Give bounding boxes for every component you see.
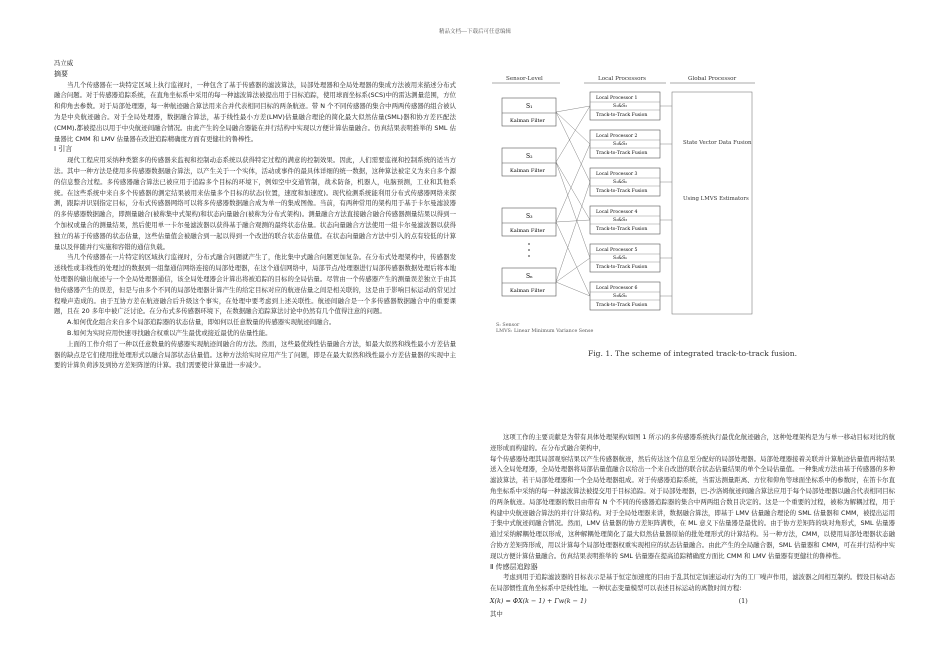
section-2-after-text: 其中 <box>490 609 503 618</box>
local-processor-fusion: Track-to-Track Fusion <box>596 113 648 118</box>
sensor-to-local-link <box>556 106 590 162</box>
sensor-to-local-link <box>556 112 590 182</box>
sensor-id: S₁ <box>526 103 533 110</box>
left-column <box>54 58 456 371</box>
local-processor-fusion: Track-to-Track Fusion <box>596 151 648 156</box>
local-processor-pair: S₂&S₃ <box>613 218 628 223</box>
equation-1-body: X(k) = ΦX(k − 1) + Γw(k − 1) <box>490 596 587 605</box>
sensor-filter-label: Kalman Filter <box>510 118 545 124</box>
sensor-to-local-link <box>556 222 590 296</box>
local-processor-fusion: Track-to-Track Fusion <box>596 227 648 232</box>
right-paragraph-1: 这项工作的主要贡献是为带有具体处理架构(如图 1 所示)的多传感器系统执行最优化航迹融合，这种处理架构是为与单一移动目标对比的航迹形成而构建的。在分布式融合架构中， <box>490 433 895 452</box>
local-processor-title: Local Processor 3 <box>596 172 638 177</box>
sensor-filter-label: Kalman Filter <box>510 168 545 174</box>
section-2-heading: Ⅱ 传感层追踪器 <box>490 562 538 571</box>
sensor-filter-label: Kalman Filter <box>510 228 545 234</box>
local-processor-title: Local Processor 4 <box>596 210 638 215</box>
figure-legend-lmvs: LMVS: Linear Minimum Variance Sense <box>496 329 594 334</box>
sensor-to-local-link <box>556 162 590 220</box>
figure-local-processors-label: Local Processors <box>598 76 647 82</box>
sensor-filter-label: Kalman Filter <box>510 288 545 294</box>
section-1-paragraph-1: 现代工程应用采纳种类繁多的传感器来监视和控制动态系统以获得特定过程的满意的控制效果。因此，人们需要监视和控制系统的适当方法。其中一种方法是使用多传感器数据融合算法，以产生关于一个实体，活动或事件的最具体详细的统一数据，这种算法被定义为来自多个源的信息整合过程。多传感器融合算法已被应用于追踪多个目标的环境下，例如空中交通管制，战术防备，机器人，电脑预测，工业和其他系统。在这些系统中来自多个传感器的测定结果被用来估量多个目标的状态(位置，速度和加速度)。现代检测系统能利用分布式传感器网络来探测，跟踪并识别指定目标，分布式传感器网络可以将多传感器数据融合成为单一的集成图像。当前，有两种常用的架构用于基于卡尔曼滤波器的多传感器数据融合，即测量融合(被称集中式架构)和状态向量融合(被称为分布式架构)。测量融合方法直接融合融合传感器测量结果以得到一个加权或量合的测量结果，然后使用单一卡尔曼滤波器以获得基于融合观测的最终状态估量。状态向量融合方法使用一组卡尔曼滤波器以获得独立的基于传感器的状态估量，这些估量值会被融合到一起以得到一个改进的联合状态估量值。在状态向量融合方法中引入的点有较低的计算量以及伴随并行实施和容错的通信负载。 <box>54 156 456 251</box>
sensor-to-local-link <box>556 182 590 282</box>
abstract-heading: 摘要 <box>54 69 68 78</box>
local-processor-pair: S₁&Sₙ <box>613 180 628 185</box>
sensor-to-local-link <box>556 112 590 144</box>
section-2-paragraph-1: 考虑到用于追踪滤波器的目标表示是基于恒定加速度的目由于乱其恒定加速运动行为的工厂噪声作用，滤波器之间相互制约。假设目标动态在局部惯性直角坐标系中是线性地。一种状态变量模型可以表述目标运动的离散时间方程: <box>490 573 895 593</box>
figure-legend-sensor: S: Sensor <box>496 323 520 328</box>
equation-1-number: (1) <box>738 596 748 605</box>
local-processor-pair: S₂&Sₙ <box>613 256 628 261</box>
local-processor-fusion: Track-to-Track Fusion <box>596 303 648 308</box>
figure-1-caption: Fig. 1. The scheme of integrated track-to-track fusion. <box>587 349 798 358</box>
figure-global-processor-label: Global Processor <box>688 76 737 82</box>
local-processor-title: Local Processor 5 <box>596 248 638 253</box>
equation-1 <box>490 596 895 607</box>
local-processor-fusion: Track-to-Track Fusion <box>596 265 648 270</box>
section-1-list-item-b: B.如何为实时应用快速寻找融合权重以产生最优或接近最优的估量性能。 <box>67 328 272 337</box>
sensor-to-local-link <box>556 258 590 282</box>
abstract-text: 当几个传感器在一块特定区域上执行监视时，一种包含了基于传感器的滤波算法，局部处理器和全局处理器的集成方法被用来描述分布式融合问题。对于传感器追踪系统，在直角坐标系中采用的每一种滤波算法被提出用于目标追踪，使用球面坐标系(SCS)中的雷达测量范围，方位和仰角去参数。对于局部处理器，每一种航迹融合算法用来合并代表相同目标的两条航迹。带 N 个不同传感器的集合中两两传感器的组合被认为是中央航迹融合。对于全局处理器，数据融合算法，基于线性最小方差(LMV)估量融合理论的简化最大似然估量(SML)器和协方差匹配法(CMM),都被提出以用于中央航迹间融合情况。由此产生的全局融合器能在并行结构中实现以方便计算估量融合。仿真结果表明推举的 SML 估量器比 CMM 和 LMV 估量器在改进追踪精确度方面有更健壮的鲁棒性。 <box>54 80 456 143</box>
sensor-id: Sₙ <box>526 273 533 280</box>
local-processor-pair: S₁&S₂ <box>613 104 628 109</box>
local-processor-pair: S₃&Sₙ <box>613 294 628 299</box>
local-processor-title: Local Processor 1 <box>596 96 638 101</box>
section-1-list-item-a: A.如何优化组合来自多个局部追踪器的状态估量，即如何以任意数量的传感器实现航迹间融合。 <box>67 318 336 327</box>
figure-global-bottom-label: Using LMVS Estimators <box>683 196 749 202</box>
local-processor-pair: S₁&S₃ <box>613 142 628 147</box>
figure-global-top-label: State Vector Data Fusion <box>683 140 752 146</box>
sensor-to-local-link <box>556 220 590 222</box>
section-1-heading: Ⅰ 引言 <box>54 145 73 154</box>
local-processor-title: Local Processor 6 <box>596 286 638 291</box>
local-processor-fusion: Track-to-Track Fusion <box>596 189 648 194</box>
figure-sensor-level-label: Sensor-Level <box>506 76 543 82</box>
sensor-id: S₂ <box>526 153 533 160</box>
sensor-to-local-link <box>556 282 590 296</box>
section-1-paragraph-3: 上面的工作介绍了一种以任意数量的传感器实现航迹间融合的方法。然而，这些最优线性估量融合方法，如最大似然和线性最小方差估量器的缺点是它们使用批处理形式以融合局部状态估量值。这种方法给实时应用产生了问题，即是在最大似然和线性最小方差估量器的实现中主要的计算负荷涉及到协方差矩阵逆的计算。我们需要使计算量进一步减少。 <box>54 339 456 370</box>
sensor-id: S₃ <box>526 213 533 220</box>
sensor-to-local-link <box>556 106 590 112</box>
author-name: 冯立威 <box>54 59 74 67</box>
section-1-paragraph-2: 当几个传感器在一片特定的区域执行监视时，分布式融合问题就产生了，他比集中式融合问题更加复杂。在分布式处理架构中，传感器发送线性或非线性的处理过的数据到一组靠通信网络连接的局部处理器，在这个通信网络中，局部节点/处理器进行局部传感器数据处理后将本地处理器的输出航迹与一个全局处理器通信，该全局处理器会计算出将被追踪的目标的全局估量。尽管由一个传感器产生的测量误差独立于由其他传感器产生的误差，但是与由多个不同的局部处理器计算产生的给定目标对应的航迹估量之间是相关联的，这是由于影响目标运动的常见过程噪声造成的。由于互协方差在航迹融合后升级这个事实，在处理中要考虑到上述关联性。航迹间融合是一个多传感器数据融合中的重要课题，且在 20 多年中被广泛讨论。在分布式多传感器环境下，在数据融合追踪算法讨论中仍然有几个值得注意的问题。 <box>54 253 456 316</box>
local-processor-title: Local Processor 2 <box>596 134 638 139</box>
header-note: 精品文档---下载后可任意编辑 <box>439 29 511 35</box>
figure-1-diagram <box>490 72 895 352</box>
right-paragraph-2: 每个传感器处理其局部观察结果以产生传感器航迹，然后传达这个信息至分配好的局部处理器。局部处理器接着关联并计算航迹估量值再将结果送入全局处理器，全局处理器将局部估量值融合以给出一个来自改进的联合状态估量结果的单个全局估量值。一种集成方法由基于传感器的多种滤波算法，若干局部处理器和一个全局处理器组成。对于传感器追踪系统，当雷达测量距离、方位和仰角等球面坐标系中的参数时，在笛卡尔直角坐标系中采纳的每一种滤波算法被提交用于目标追踪。对于局部处理器，巴-沙洛姆航迹间融合算法应用于每个局部处理器以融合代表相同目标的两条航迹。局部处理器的数目由带有 N 个不同的传感器追踪器的集合中两两组合数目决定的。这是一个重要的过程，被称为解耦过程，用于构建中央航迹融合算法的并行计算结构。对于全局处理器来讲，数据融合算法，即基于 LMV 估量融合理论的 SML 估量器和 CMM，被提出运用于集中式航迹间融合情况。然而，LMV 估量器的协方差矩阵满秩，在 ML 意义下估量器是最优的。由于协方差矩阵的块对角形式，SML 估量器通过采纳解耦处理以形成，这种解耦处理简化了最大似然估量器原始的批处理形式的计算结构。另一种方法，CMM，以使用局部处理器状态融合协方差矩阵形成，用以计算每个局部处理器权重实现相应的状态估量融合。由此产生的全局融合器，SML 估量器和 CMM，可在并行结构中实现以方便计算估量融合。仿真结果表明推举的 SML 估量器在提高追踪精确度方面比 CMM 和 LMV 估量器有更健壮的鲁棒性。 <box>490 454 895 560</box>
right-column <box>490 432 895 620</box>
